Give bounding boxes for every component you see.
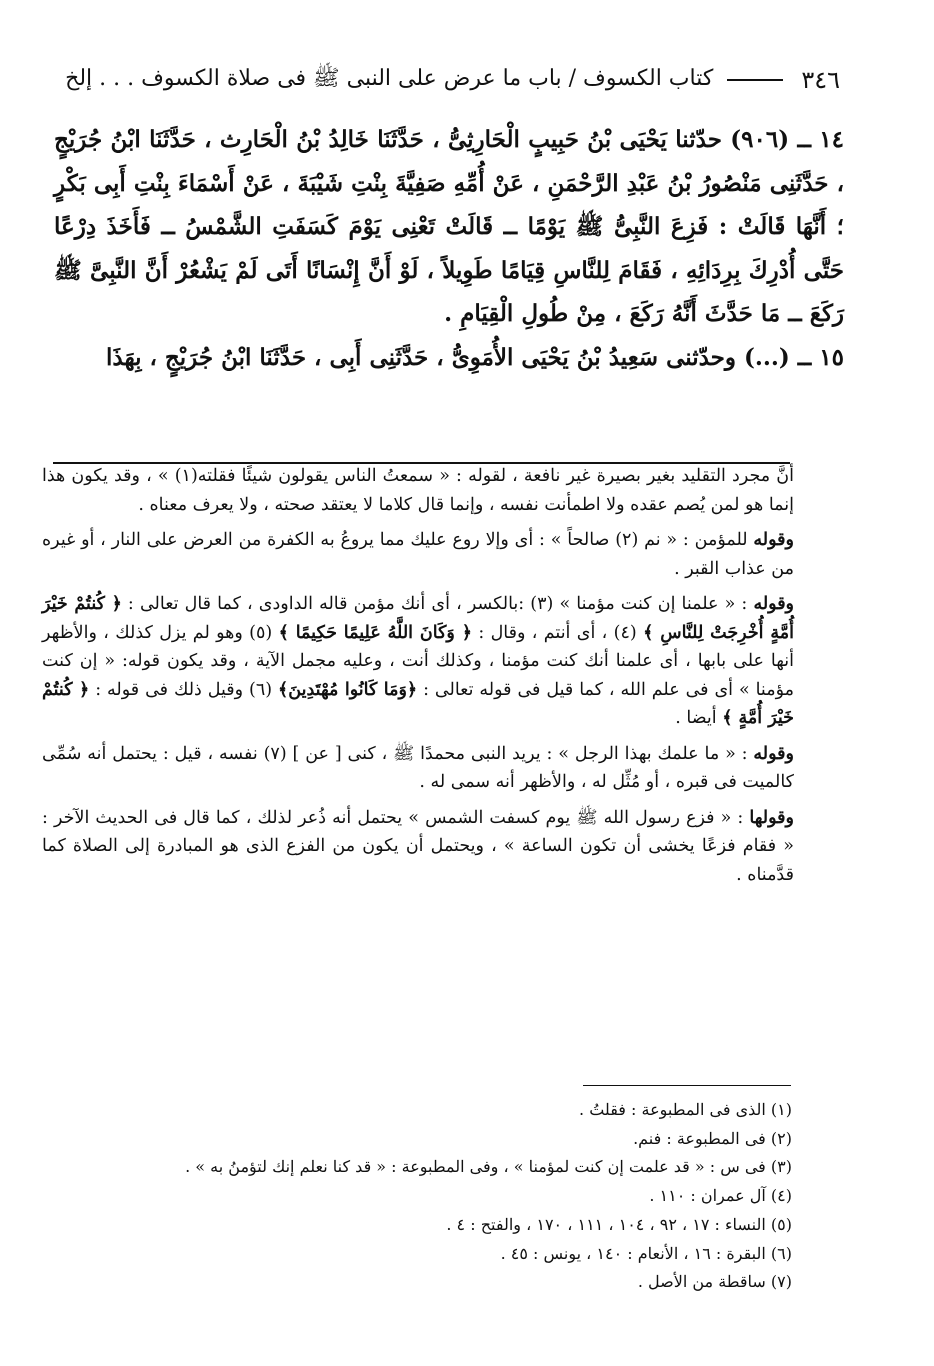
commentary — [42, 462, 794, 896]
footnote: (٤) آل عمران : ١١٠ . — [649, 1186, 792, 1206]
footnotes — [185, 1096, 792, 1297]
quran-quote: ﴿ وَكَانَ اللَّهُ عَلِيمًا حَكِيمًا ﴾ — [278, 622, 472, 643]
commentary-para-1: أنَّ مجرد التقليد بغير بصيرة غير نافعة ، لقوله : « سمعتُ الناس يقولون شيئًا فقلته(١) » ، وقد يكون هذا إنما هو لمن يُصم عقده ولا اطمأنت نفسه ، وإنما قال كلاما لا يعتقد صحته ، ولا يعرف معناه . — [42, 466, 795, 515]
header-dash — [727, 79, 783, 81]
para-lead-word: وقوله — [753, 530, 794, 550]
para-lead-word: وقوله — [753, 594, 795, 614]
page-number: ٣٤٦ — [801, 66, 840, 94]
footnote-separator-rule — [583, 1085, 791, 1086]
footnote: (٧) ساقطة من الأصل . — [637, 1272, 792, 1292]
para-text: : « علمنا إن كنت مؤمنا » (٣) :بالكسر ، أى أنك مؤمن قاله الداودى ، كما قال تعالى : — [121, 594, 754, 614]
commentary-para-3 — [42, 590, 794, 733]
para-text: للمؤمن : « نم (٢) صالحاً » : أى وإلا روع عليك مما يروعُ به الكفرة من العرض على النار ، أو غيره من عذاب القبر . — [42, 530, 794, 579]
hadith-15: ١٥ ــ (...) وحدّثنى سَعِيدُ بْنُ يَحْيَى الأُمَوِىُّ ، حَدَّثَنِى أَبِى ، حَدَّثَنَا ابْنُ جُرَيْجٍ ، بِهَذَا — [106, 343, 844, 371]
footnote: (٣) فى س : « قد علمت إن كنت لمؤمنا » ، وفى المطبوعة : « قد كنا نعلم إنك لتؤمنُ به » . — [185, 1157, 792, 1177]
commentary-para-2 — [42, 526, 794, 583]
para-text: : « فزع رسول الله ﷺ يوم كسفت الشمس » يحتمل أنه ذُعر لذلك ، كما قال فى الحديث الآخر : « فقام فزعًا يخشى أن تكون الساعة » ، ويحتمل أن يكون من الفزع الذى هو المبادرة إلى الصلاة كما قدَّمناه . — [42, 807, 794, 885]
para-text: أيضا . — [675, 708, 723, 728]
para-lead-word: وقوله — [753, 743, 794, 764]
footnote: (١) الذى فى المطبوعة : فقلتُ . — [579, 1100, 792, 1119]
commentary-para-5 — [42, 804, 794, 890]
running-title: كتاب الكسوف / باب ما عرض على النبى ﷺ فى صلاة الكسوف . . . إلخ — [65, 66, 714, 91]
para-text: : « ما علمك بهذا الرجل » : يريد النبى محمدًا ﷺ ، كنى [ عن ] (٧) نفسه ، قيل : يحتمل أنه سُمِّى كالميت فى قبره ، أو مُثِّل له ، والأظهر أنه سمى له . — [42, 743, 794, 792]
para-lead-word: وقولها — [749, 807, 794, 828]
footnote: (٢) فى المطبوعة : فنم. — [633, 1128, 792, 1148]
para-text: (٥) وهو لم يزل كذلك ، والأظهر أنها على بابها ، أى علمنا أنك كنت مؤمنا ، وكذلك أنت ، وعليه مجمل الآية ، وقد يكون قوله: « إن كنت مؤمنا » أى فى علم الله ، كما قيل فى قوله تعالى : — [42, 622, 795, 700]
running-header — [20, 60, 840, 100]
hadith-text — [54, 118, 844, 379]
para-text: (٦) وقيل ذلك فى قوله : — [89, 679, 279, 700]
quran-quote: ﴿ كُنتُمْ خَيْرَ أُمَّةٍ ﴾ — [42, 679, 794, 728]
para-text: (٤) ، أى أنتم ، وقال : — [471, 622, 644, 643]
footnote: (٥) النساء : ١٧ ، ٩٢ ، ١٠٤ ، ١١١ ، ١٧٠ ، والفتح : ٤ . — [446, 1214, 792, 1234]
hadith-14: ١٤ ــ (٩٠٦) حدّثنا يَحْيَى بْنُ حَبِيبٍ الْحَارِثِىُّ ، حَدَّثَنَا خَالِدُ بْنُ الْحَارِث ، حَدَّثَنَا ابْنُ جُرَيْجٍ ، حَدَّثَنِى مَنْصُورُ بْنُ عَبْدِ الرَّحْمَنِ ، عَنْ أُمِّهِ صَفِيَّةَ بِنْتِ شَيْبَةَ ، عَنْ أَسْمَاءَ بِنْتِ أَبِى بَكْرٍ ؛ أَنَّهَا قَالَتْ : فَزِعَ النَّبِىُّ ﷺ يَوْمًا ــ قَالَتْ تَعْنِى يَوْمَ كَسَفَتِ الشَّمْسُ ــ فَأَخَذَ دِرْعًا حَتَّى أُدْرِكَ بِرِدَائِهِ ، فَقَامَ لِلنَّاسِ قِيَامًا طَوِيلاً ، لَوْ أَنَّ إِنْسَانًا أَتَى لَمْ يَشْعُرْ أَنَّ النَّبِىَّ ﷺ رَكَعَ ــ مَا حَدَّثَ أَنَّهُ رَكَعَ ، مِنْ طُولِ الْقِيَامِ . — [54, 126, 845, 327]
commentary-para-4 — [42, 740, 794, 797]
footnote: (٦) البقرة : ١٦ ، الأنعام : ١٤٠ ، يونس : ٤٥ . — [500, 1243, 792, 1263]
quran-quote: ﴿ كُنتُمْ خَيْرَ أُمَّةٍ أُخْرِجَتْ لِلنَّاسِ ﴾ — [42, 594, 795, 643]
quran-quote: ﴿وَمَا كَانُوا مُهْتَدِينَ﴾ — [278, 679, 418, 700]
